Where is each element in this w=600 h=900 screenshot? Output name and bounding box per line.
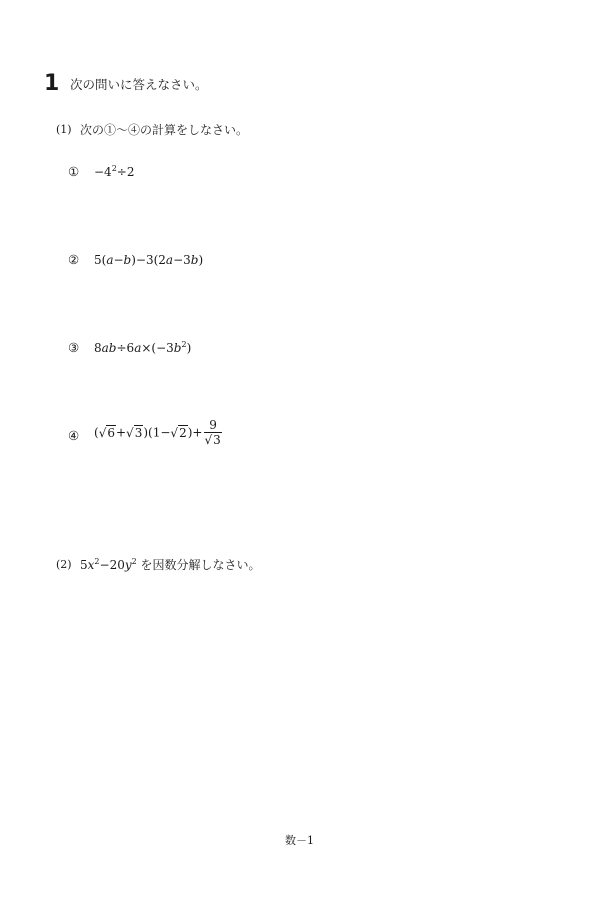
part2-coef: 5 (80, 558, 88, 572)
fraction-numerator: 9 (204, 419, 221, 433)
item2-part: − (113, 253, 124, 267)
sqrt-2 (170, 425, 187, 441)
fraction-denominator (204, 433, 221, 447)
item2-expression (94, 252, 203, 268)
sqrt-6 (99, 425, 116, 441)
item2-part: 5( (94, 253, 107, 267)
item4-op: )+ (187, 425, 203, 440)
item3-var-a: a (134, 341, 142, 355)
fraction (204, 419, 221, 447)
item4-paren: ( (94, 425, 99, 440)
part1-text: 次の①～④の計算をしなさい。 (80, 123, 249, 137)
question-number: 1 (44, 71, 60, 96)
item1-post: ÷2 (116, 165, 135, 179)
item4-op: + (115, 425, 127, 440)
item4-part: )(1− (143, 425, 171, 440)
item1-expression (94, 164, 135, 180)
part2-instruction: を因数分解しなさい。 (136, 558, 261, 572)
sqrt-3-den (204, 433, 221, 447)
item3-sup: 2 (181, 340, 187, 349)
item1-pre: −4 (94, 165, 112, 179)
item3-part: 8 (94, 341, 102, 355)
part2-var-x: x (87, 558, 95, 572)
item3-number: ③ (68, 340, 80, 355)
part2-mid: −20 (99, 558, 125, 572)
item2-var-b: b (123, 253, 132, 267)
item2-var-b: b (190, 253, 199, 267)
item2-number: ② (68, 252, 80, 267)
sqrt-sign: √ (204, 433, 213, 447)
item3-var-b: b (173, 341, 182, 355)
sqrt-sign: √ (126, 425, 134, 440)
item3-part: ÷6 (116, 341, 135, 355)
item1-sup: 2 (111, 164, 117, 173)
radicand: 2 (179, 425, 187, 440)
item3-expression (94, 340, 191, 356)
item4-expression (94, 419, 222, 447)
part1-label: (1) (56, 123, 72, 136)
item4-number: ④ (68, 428, 80, 443)
part2-var-y: y (124, 558, 132, 572)
item2-var-a: a (165, 253, 174, 267)
sqrt-sign: √ (170, 425, 179, 440)
part2-text (80, 557, 261, 573)
sqrt-sign: √ (98, 425, 107, 440)
item3-part: ×(−3 (141, 341, 174, 355)
item2-part: ) (198, 253, 204, 267)
part2-label: (2) (56, 558, 72, 571)
item2-part: )−3(2 (131, 253, 166, 267)
part2-sup: 2 (131, 557, 137, 566)
item3-var-ab: ab (101, 341, 117, 355)
item3-part: ) (186, 341, 192, 355)
part2-sup: 2 (94, 557, 100, 566)
radicand: 3 (134, 425, 143, 440)
radicand: 6 (107, 425, 115, 440)
item2-part: −3 (173, 253, 191, 267)
sqrt-3 (126, 425, 143, 441)
radicand: 3 (213, 433, 221, 447)
question-text: 次の問いに答えなさい。 (70, 77, 208, 92)
item1-number: ① (68, 164, 80, 179)
item2-var-a: a (106, 253, 114, 267)
page-footer-label: 数－1 (285, 834, 314, 847)
